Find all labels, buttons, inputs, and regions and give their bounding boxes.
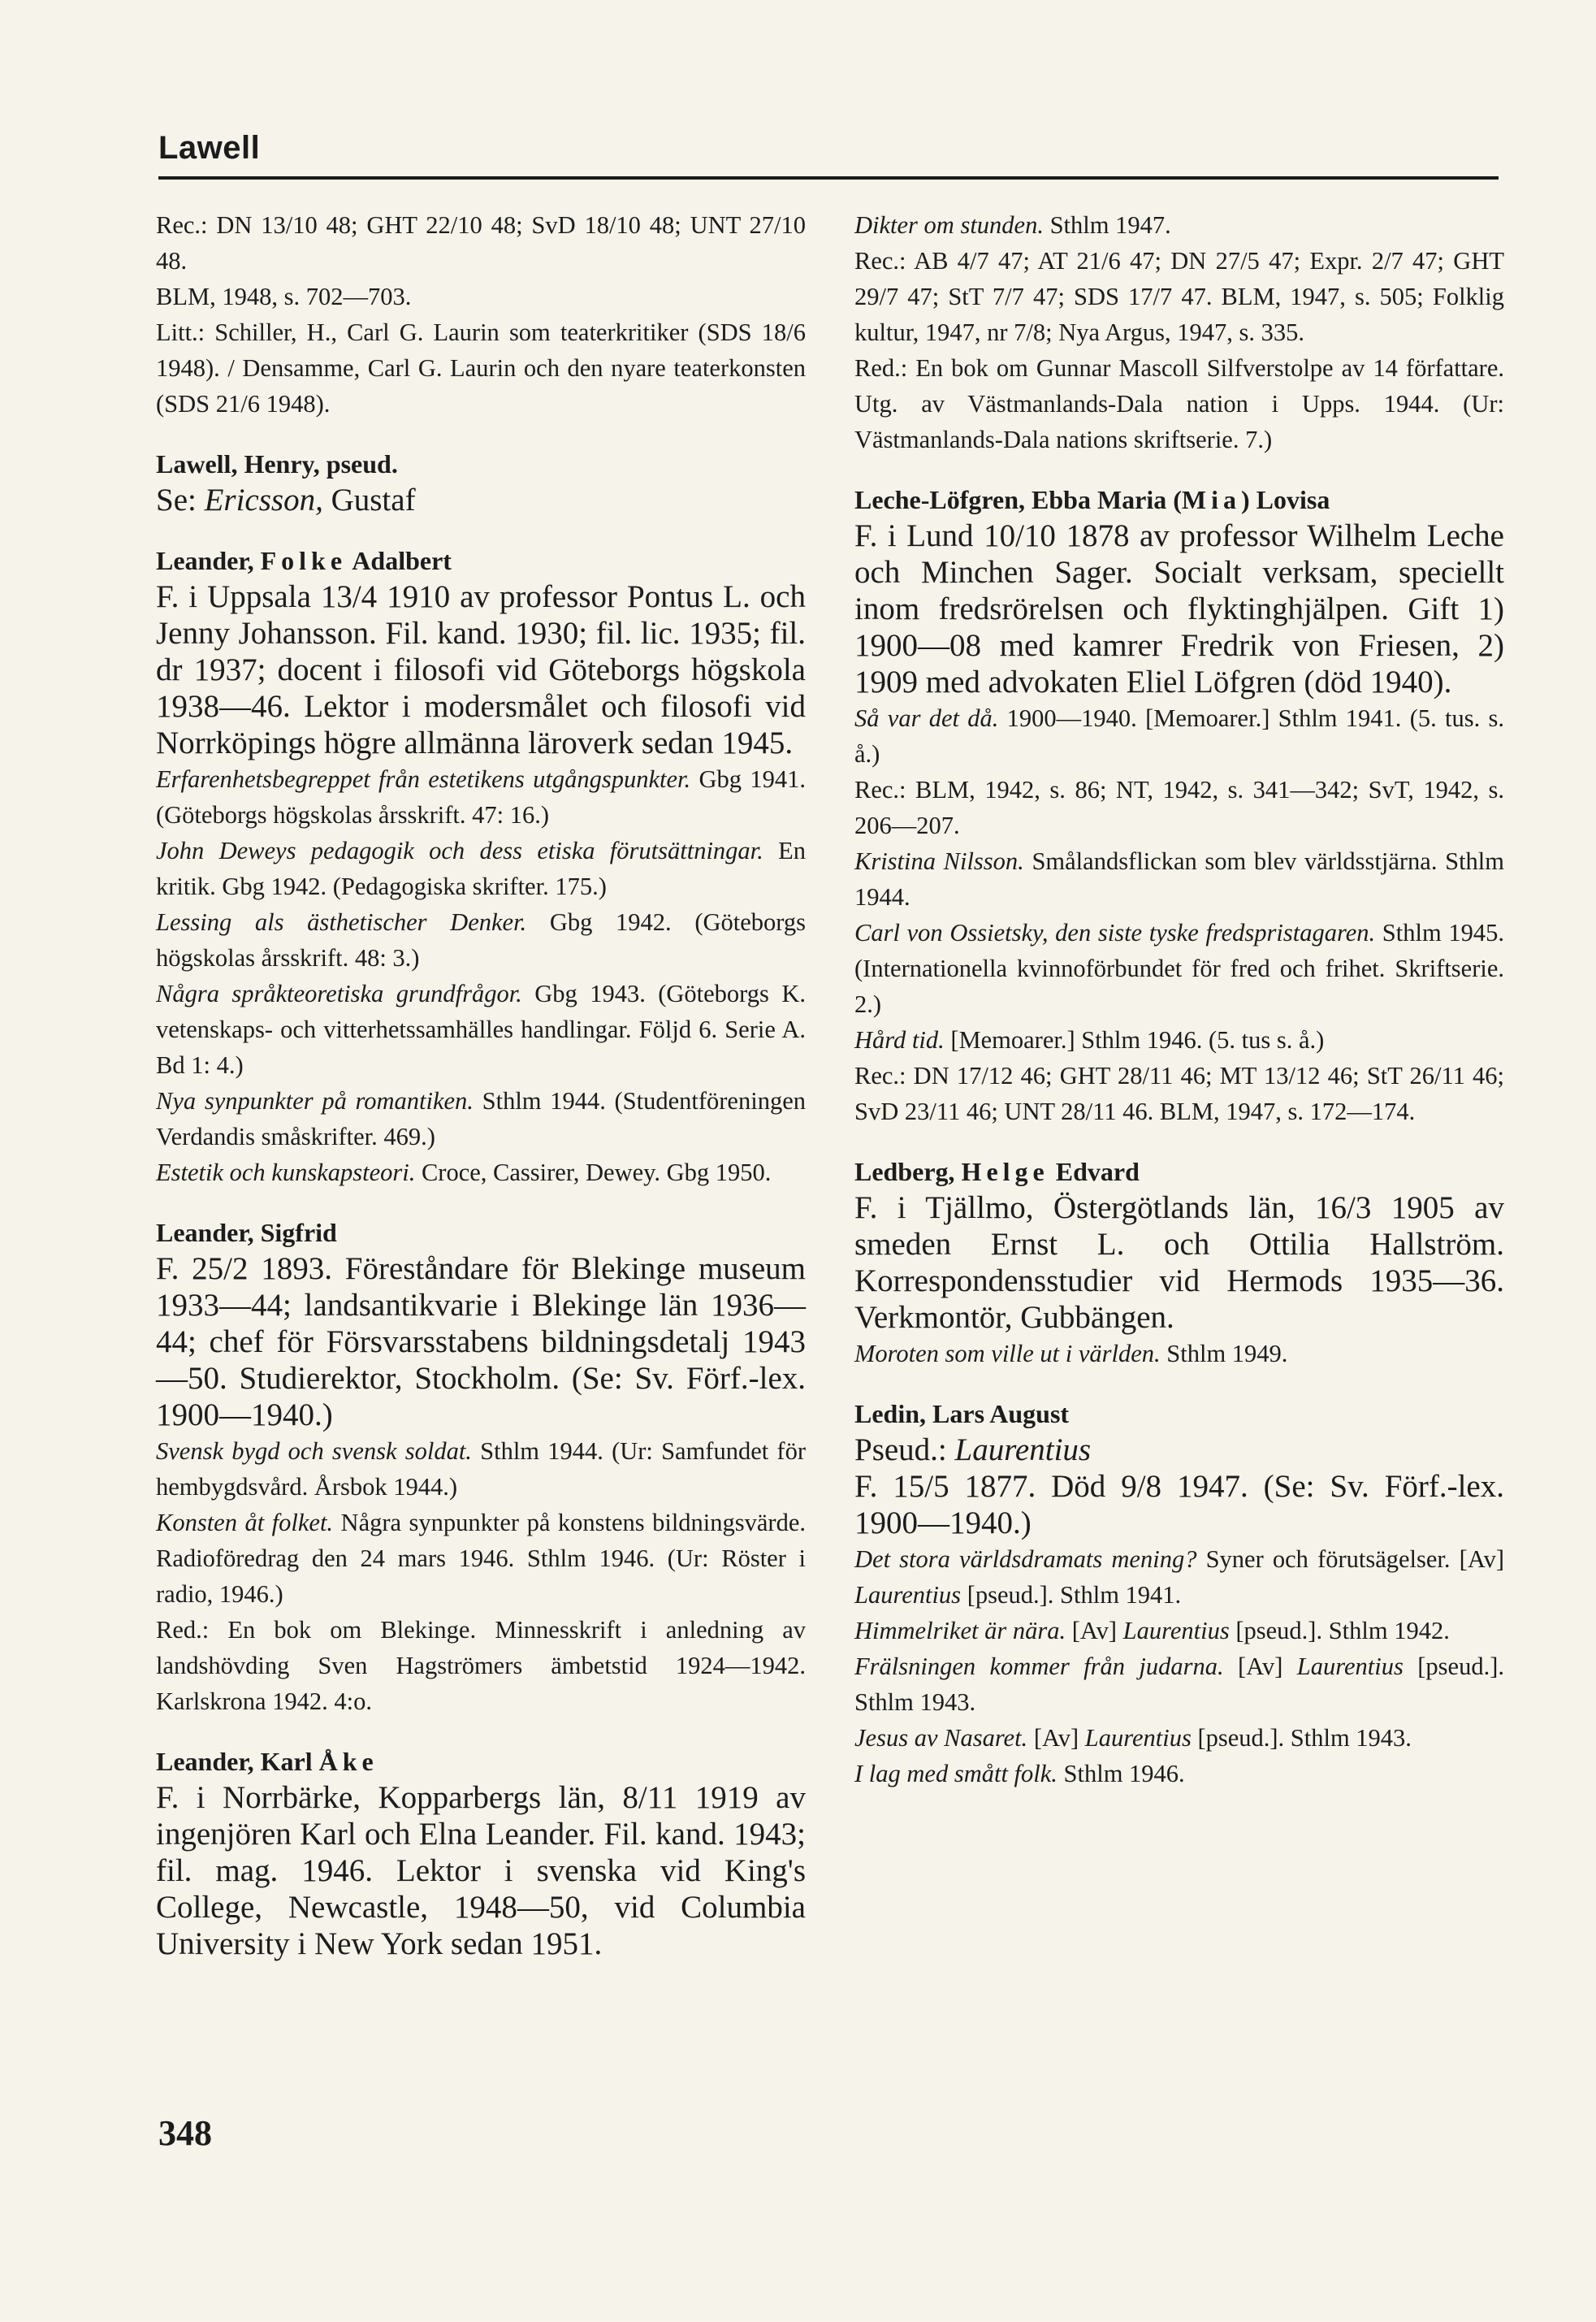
left-column: [156, 207, 806, 1962]
work-item: Estetik och kunskapsteori. Croce, Cassirer, Dewey. Gbg 1950.: [156, 1159, 772, 1186]
red-line: Red.: En bok om Gunnar Mascoll Silfverstolpe av 14 författare. Utg. av Västmanlands-Dala nation i Upps. 1944. (Ur: Västmanlands-Dala nations skriftserie. 7.): [854, 354, 1504, 453]
entry-heading-lawell: Lawell, Henry, pseud.: [156, 449, 398, 479]
red-line: Red.: En bok om Blekinge. Minnesskrift i anledning av landshövding Sven Hagströmers ämbetstid 1924—1942. Karlskrona 1942. 4:o.: [156, 1616, 806, 1715]
work-item: Svensk bygd och svensk soldat. Sthlm 1944. (Ur: Samfundet för hembygdsvård. Årsbok 1944.): [156, 1437, 806, 1501]
litt-line: Litt.: Schiller, H., Carl G. Laurin som teaterkritiker (SDS 18/6 1948). / Densamme, Carl G. Laurin och den nyare teaterkonsten (SDS 21/6 1948).: [156, 318, 806, 418]
rec-line: Rec.: AB 4/7 47; AT 21/6 47; DN 27/5 47; Expr. 2/7 47; GHT 29/7 47; StT 7/7 47; SDS 17/7 47. BLM, 1947, s. 505; Folklig kultur, 1947, nr 7/8; Nya Argus, 1947, s. 335.: [854, 247, 1504, 346]
bio-folke: F. i Uppsala 13/4 1910 av professor Pontus L. och Jenny Johansson. Fil. kand. 1930; fil. lic. 1935; fil. dr 1937; docent i filosofi vid Göteborgs högskola 1938—46. Lektor i modersmålet och filosofi vid Norrköpings högre allmänna läroverk sedan 1945.: [156, 579, 806, 760]
work-item: Himmelriket är nära. [Av] Laurentius [pseud.]. Sthlm 1942.: [854, 1617, 1450, 1644]
work-item: Nya synpunkter på romantiken. Sthlm 1944. (Studentföreningen Verdandis småskrifter. 469.): [156, 1087, 806, 1150]
work-item: Moroten som ville ut i världen. Sthlm 1949.: [854, 1340, 1288, 1367]
work-item: Några språkteoretiska grundfrågor. Gbg 1943. (Göteborgs K. vetenskaps- och vitterhetssamhälles handlingar. Följd 6. Serie A. Bd 1: 4.): [156, 980, 806, 1079]
bio-helge: F. i Tjällmo, Östergötlands län, 16/3 1905 av smeden Ernst L. och Ottilia Hallström. Korrespondensstudier vid Hermods 1935—36. Verkmontör, Gubbängen.: [854, 1190, 1504, 1335]
bio-lars: F. 15/5 1877. Död 9/8 1947. (Se: Sv. Förf.-lex. 1900—1940.): [854, 1469, 1504, 1540]
work-item: I lag med smått folk. Sthlm 1946.: [854, 1760, 1185, 1787]
work-item: Kristina Nilsson. Smålandsflickan som blev världsstjärna. Sthlm 1944.: [854, 847, 1504, 911]
work-item: Så var det då. 1900—1940. [Memoarer.] Sthlm 1941. (5. tus. s. å.): [854, 704, 1505, 768]
blm-line: BLM, 1948, s. 702—703.: [156, 283, 412, 310]
rec-line: Rec.: DN 17/12 46; GHT 28/11 46; MT 13/12 46; StT 26/11 46; SvD 23/11 46; UNT 28/11 46. BLM, 1947, s. 172—174.: [854, 1062, 1504, 1125]
bio-sigfrid: F. 25/2 1893. Föreståndare för Blekinge museum 1933—44; landsantikvarie i Blekinge län 1936—44; chef för Försvarsstabens bildningsdetalj 1943—50. Studierektor, Stockholm. (Se: Sv. Förf.-lex. 1900—1940.): [156, 1251, 806, 1432]
work-item: John Deweys pedagogik och dess etiska förutsättningar. En kritik. Gbg 1942. (Pedagogiska skrifter. 175.): [156, 837, 806, 900]
work-item: Det stora världsdramats mening? Syner och förutsägelser. [Av] Laurentius [pseud.]. Sthlm 1941.: [854, 1545, 1504, 1609]
entry-heading-leander-ake: Leander, Karl Åke: [156, 1747, 378, 1776]
entry-heading-ledberg: Ledberg, Helge Edvard: [854, 1157, 1140, 1186]
pseud-line: Pseud.: Laurentius: [854, 1432, 1092, 1467]
entry-heading-leander-folke: Leander, Folke Adalbert: [156, 546, 452, 575]
work-item: Jesus av Nasaret. [Av] Laurentius [pseud.]. Sthlm 1943.: [854, 1724, 1412, 1752]
running-head: Lawell: [158, 130, 261, 166]
bio-leche: F. i Lund 10/10 1878 av professor Wilhelm Leche och Minchen Sager. Socialt verksam, speciellt inom fredsrörelsen och flyktinghjälpen. Gift 1) 1900—08 med kamrer Fredrik von Friesen, 2) 1909 med advokaten Eliel Löfgren (död 1940).: [854, 518, 1504, 700]
bio-ake: F. i Norrbärke, Kopparbergs län, 8/11 1919 av ingenjören Karl och Elna Leander. Fil. kand. 1943; fil. mag. 1946. Lektor i svenska vid King's College, Newcastle, 1948—50, vid Columbia University i New York sedan 1951.: [156, 1780, 806, 1961]
work-item: Frälsningen kommer från judarna. [Av] Laurentius [pseud.]. Sthlm 1943.: [854, 1653, 1504, 1716]
work-item: Erfarenhetsbegreppet från estetikens utgångspunkter. Gbg 1941. (Göteborgs högskolas årsskrift. 47: 16.): [156, 765, 806, 829]
rec-line: Rec.: DN 13/10 48; GHT 22/10 48; SvD 18/10 48; UNT 27/10 48.: [156, 211, 806, 275]
right-column: [854, 207, 1504, 1791]
work-item: Carl von Ossietsky, den siste tyske fredspristagaren. Sthlm 1945. (Internationella kvinnoförbundet för fred och frihet. Skriftserie. 2.): [854, 919, 1504, 1018]
work-item: Dikter om stunden. Sthlm 1947.: [854, 211, 1171, 239]
work-item: Konsten åt folket. Några synpunkter på konstens bildningsvärde. Radioföredrag den 24 mars 1946. Sthlm 1946. (Ur: Röster i radio, 1946.): [156, 1509, 806, 1608]
header-rule: [158, 176, 1499, 180]
see-reference: Se: Ericsson, Gustaf: [156, 483, 416, 518]
page-number: 348: [158, 2113, 212, 2153]
rec-line: Rec.: BLM, 1942, s. 86; NT, 1942, s. 341—342; SvT, 1942, s. 206—207.: [854, 776, 1504, 839]
work-item: Lessing als ästhetischer Denker. Gbg 1942. (Göteborgs högskolas årsskrift. 48: 3.): [156, 908, 806, 972]
entry-heading-ledin: Ledin, Lars August: [854, 1399, 1070, 1428]
work-item: Hård tid. [Memoarer.] Sthlm 1946. (5. tus s. å.): [854, 1026, 1325, 1054]
entry-heading-leche-lofgren: Leche-Löfgren, Ebba Maria (Mia) Lovisa: [854, 485, 1330, 514]
entry-heading-leander-sigfrid: Leander, Sigfrid: [156, 1218, 337, 1247]
